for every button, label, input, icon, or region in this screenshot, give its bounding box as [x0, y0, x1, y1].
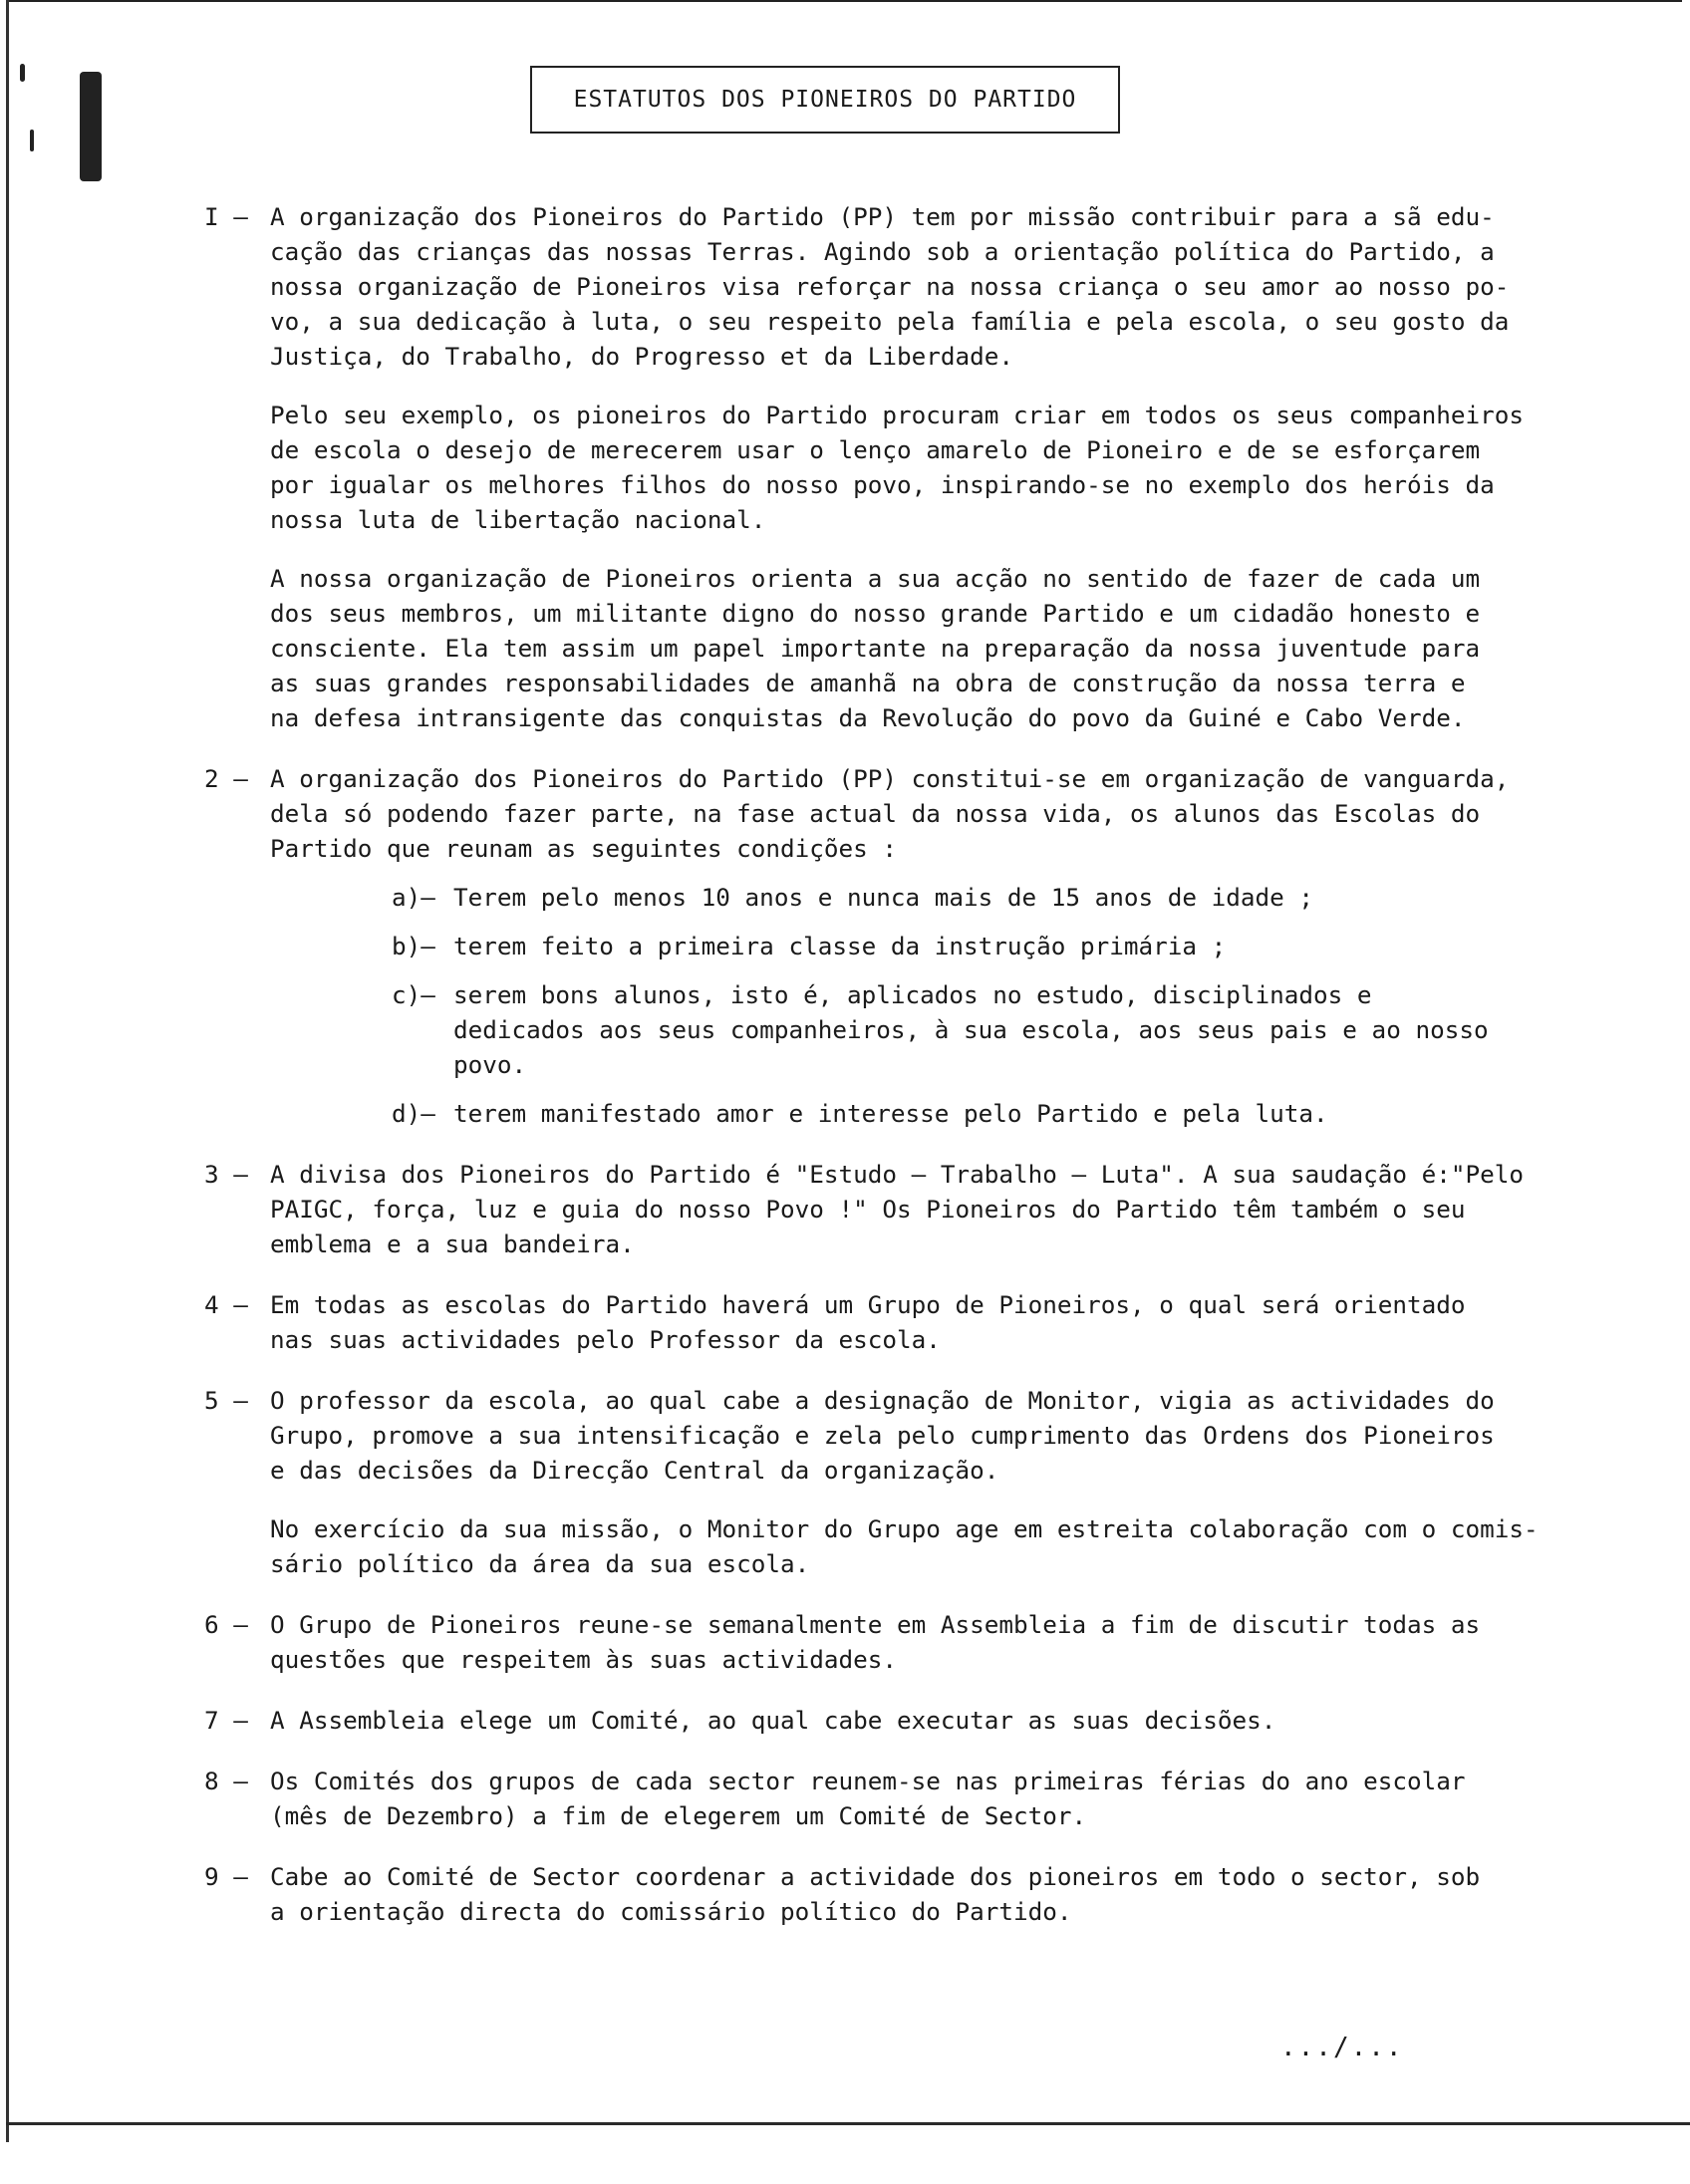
section-3 — [204, 1157, 1639, 1261]
section-9 — [204, 1859, 1639, 1929]
section-number: 9 – — [204, 1862, 248, 1891]
section-text: O professor da escola, ao qual cabe a designação de Monitor, vigia as actividades do Grupo, promove a sua intensificação e zela pelo cumprimento das Ordens dos Pioneiros e das decisões da Direcção Central da organização. — [270, 1386, 1495, 1485]
section-number: 6 – — [204, 1610, 248, 1639]
section-paragraph: Pelo seu exemplo, os pioneiros do Partido procuram criar em todos os seus companheiros de escola o desejo de merecerem usar o lenço amarelo de Pioneiro e de se esforçarem por igualar os melhores filhos do nosso povo, inspirando-se no exemplo dos heróis da nossa luta de libertação nacional. — [270, 401, 1525, 534]
section-text: A organização dos Pioneiros do Partido (PP) tem por missão contribuir para a sã edu- cação das crianças das nossas Terras. Agindo sob a orientação política do Partido, a nossa organização de Pioneiros visa reforçar na nossa criança o seu amor ao nosso po- vo, a sua dedicação à luta, o seu respeito pela família e pela escola, o seu gosto da Justiça, do Trabalho, do Progresso et da Liberdade. — [270, 202, 1510, 371]
document-title-box — [530, 66, 1120, 134]
section-7 — [204, 1703, 1639, 1738]
section-text: O Grupo de Pioneiros reune-se semanalmente em Assembleia a fim de discutir todas as questões que respeitem às suas actividades. — [270, 1610, 1481, 1674]
document-title: ESTATUTOS DOS PIONEIROS DO PARTIDO — [573, 87, 1077, 113]
section-number: 3 – — [204, 1160, 248, 1189]
condition-label: a)– — [392, 883, 435, 912]
section-number: I – — [204, 202, 248, 231]
section-6 — [204, 1607, 1639, 1677]
condition-label: c)– — [392, 980, 435, 1009]
section-number: 8 – — [204, 1767, 248, 1795]
section-number: 7 – — [204, 1706, 248, 1735]
section-text: Em todas as escolas do Partido haverá um Grupo de Pioneiros, o qual será orientado nas suas actividades pelo Professor da escola. — [270, 1290, 1466, 1354]
condition-item — [204, 977, 1639, 1082]
section-1 — [204, 199, 1639, 735]
condition-item — [204, 880, 1639, 915]
section-8 — [204, 1764, 1639, 1833]
continuation-marker: .../... — [1280, 2033, 1404, 2062]
section-number: 5 – — [204, 1386, 248, 1415]
section-2 — [204, 761, 1639, 1131]
section-number: 2 – — [204, 764, 248, 793]
ink-speck — [30, 130, 34, 151]
page-edge-top — [8, 0, 1682, 2]
section-4 — [204, 1287, 1639, 1357]
section-text: A Assembleia elege um Comité, ao qual cabe executar as suas decisões. — [270, 1706, 1276, 1735]
section-text: A divisa dos Pioneiros do Partido é "Estudo – Trabalho – Luta". A sua saudação é:"Pelo PAIGC, força, luz e guia do nosso Povo !" Os Pioneiros do Partido têm também o seu emblema e a sua bandeira. — [270, 1160, 1525, 1258]
section-text: Cabe ao Comité de Sector coordenar a actividade dos pioneiros em todo o sector, sob a orientação directa do comissário político do Partido. — [270, 1862, 1481, 1926]
document-body — [204, 199, 1639, 1955]
condition-item — [204, 1096, 1639, 1131]
condition-label: d)– — [392, 1099, 435, 1128]
condition-text: terem feito a primeira classe da instrução primária ; — [453, 932, 1227, 960]
ink-smudge — [80, 72, 102, 181]
condition-text: serem bons alunos, isto é, aplicados no estudo, disciplinados e dedicados aos seus companheiros, à sua escola, aos seus pais e ao nosso povo. — [453, 980, 1489, 1079]
section-text: Os Comités dos grupos de cada sector reunem-se nas primeiras férias do ano escolar (mês de Dezembro) a fim de elegerem um Comité de Sector. — [270, 1767, 1466, 1830]
condition-text: Terem pelo menos 10 anos e nunca mais de 15 anos de idade ; — [453, 883, 1314, 912]
page-edge-left — [6, 0, 9, 2142]
section-paragraph: No exercício da sua missão, o Monitor do Grupo age em estreita colaboração com o comis- sário político da área da sua escola. — [270, 1514, 1539, 1578]
section-number: 4 – — [204, 1290, 248, 1319]
section-paragraph: A nossa organização de Pioneiros orienta a sua acção no sentido de fazer de cada um dos seus membros, um militante digno do nosso grande Partido e um cidadão honesto e consciente. Ela tem assim um papel importante na preparação da nossa juventude para as suas grandes responsabilidades de amanhã na obra de construção da nossa terra e na defesa intransigente das conquistas da Revolução do povo da Guiné e Cabo Verde. — [270, 564, 1481, 732]
condition-label: b)– — [392, 932, 435, 960]
section-5 — [204, 1383, 1639, 1581]
condition-text: terem manifestado amor e interesse pelo Partido e pela luta. — [453, 1099, 1328, 1128]
page-edge-bottom — [6, 2122, 1690, 2125]
condition-item — [204, 929, 1639, 963]
ink-speck — [20, 64, 25, 82]
section-text: A organização dos Pioneiros do Partido (PP) constitui-se em organização de vanguarda, dela só podendo fazer parte, na fase actual da nossa vida, os alunos das Escolas do Partido que reunam as seguintes condições : — [270, 764, 1510, 863]
